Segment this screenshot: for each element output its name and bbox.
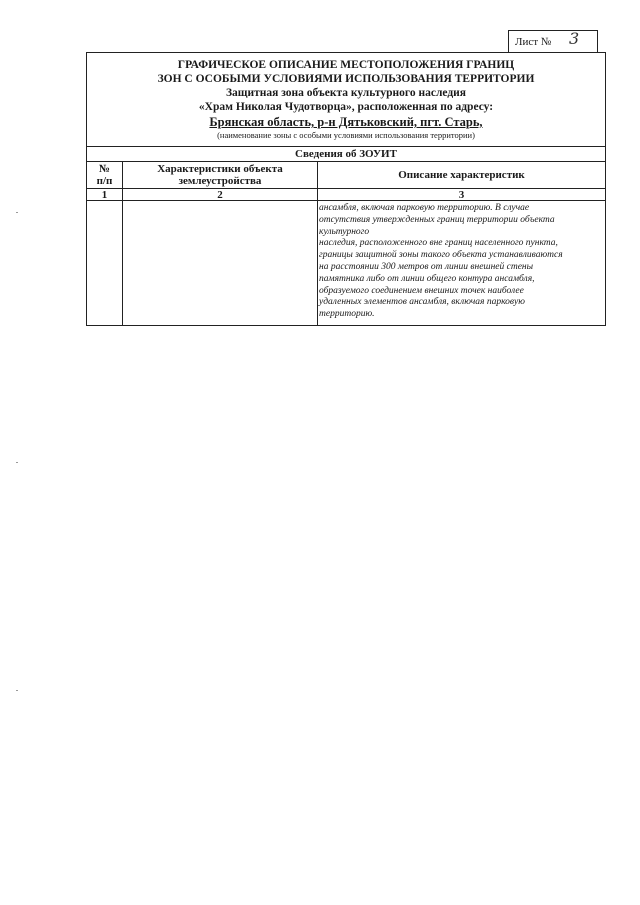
scan-mark: [16, 462, 18, 463]
description-cell: [319, 203, 603, 321]
description-line: на расстоянии 300 метров от линии внешней стены: [319, 261, 534, 272]
column-number-3: 3: [458, 189, 465, 201]
description-line: наследия, расположенного вне границ населенного пункта,: [319, 238, 558, 249]
sheet-label: Лист №: [515, 36, 552, 48]
document-frame: [86, 52, 606, 326]
header-title-line1: ГРАФИЧЕСКОЕ ОПИСАНИЕ МЕСТОПОЛОЖЕНИЯ ГРАНИЦ: [177, 59, 515, 71]
scan-mark: [16, 212, 18, 213]
header-zone-name: Защитная зона объекта культурного наследия: [225, 87, 467, 99]
section-title: Сведения об ЗОУИТ: [295, 148, 397, 160]
description-line: территорию.: [319, 309, 375, 320]
description-line: памятника либо от линии общего контура ансамбля,: [319, 273, 535, 284]
column-divider-2: [317, 161, 318, 326]
description-line: удаленных элементов ансамбля, включая парковую: [319, 297, 525, 308]
header-col-number: № п/п: [96, 163, 113, 187]
column-number-1: 1: [101, 189, 108, 201]
document-header: [87, 53, 605, 146]
header-object-name: «Храм Николая Чудотворца», расположенная по адресу:: [198, 101, 494, 113]
header-col-description: Описание характеристик: [398, 169, 525, 181]
description-line: отсутствия утвержденных границ территории объекта: [319, 214, 555, 225]
header-address: Брянская область, р-н Дятьковский, пгт. Старь,: [209, 115, 483, 129]
description-line: образуемого соединением внешних точек наиболее: [319, 285, 524, 296]
description-line: границы защитной зоны такого объекта устанавливаются: [319, 250, 563, 261]
description-line: культурного: [319, 226, 370, 237]
sheet-number-box: [508, 30, 598, 52]
header-note: (наименование зоны с особыми условиями использования территории): [217, 130, 475, 140]
sheet-number: 3: [569, 29, 581, 48]
column-number-2: 2: [217, 189, 223, 201]
header-col-characteristics: Характеристики объекта землеустройства: [157, 163, 283, 187]
scan-mark: [16, 690, 18, 691]
divider-section: [87, 161, 605, 162]
header-title-line2: ЗОН С ОСОБЫМИ УСЛОВИЯМИ ИСПОЛЬЗОВАНИЯ ТЕРРИТОРИИ: [157, 73, 535, 85]
description-line: ансамбля, включая парковую территорию. В случае: [319, 203, 530, 213]
